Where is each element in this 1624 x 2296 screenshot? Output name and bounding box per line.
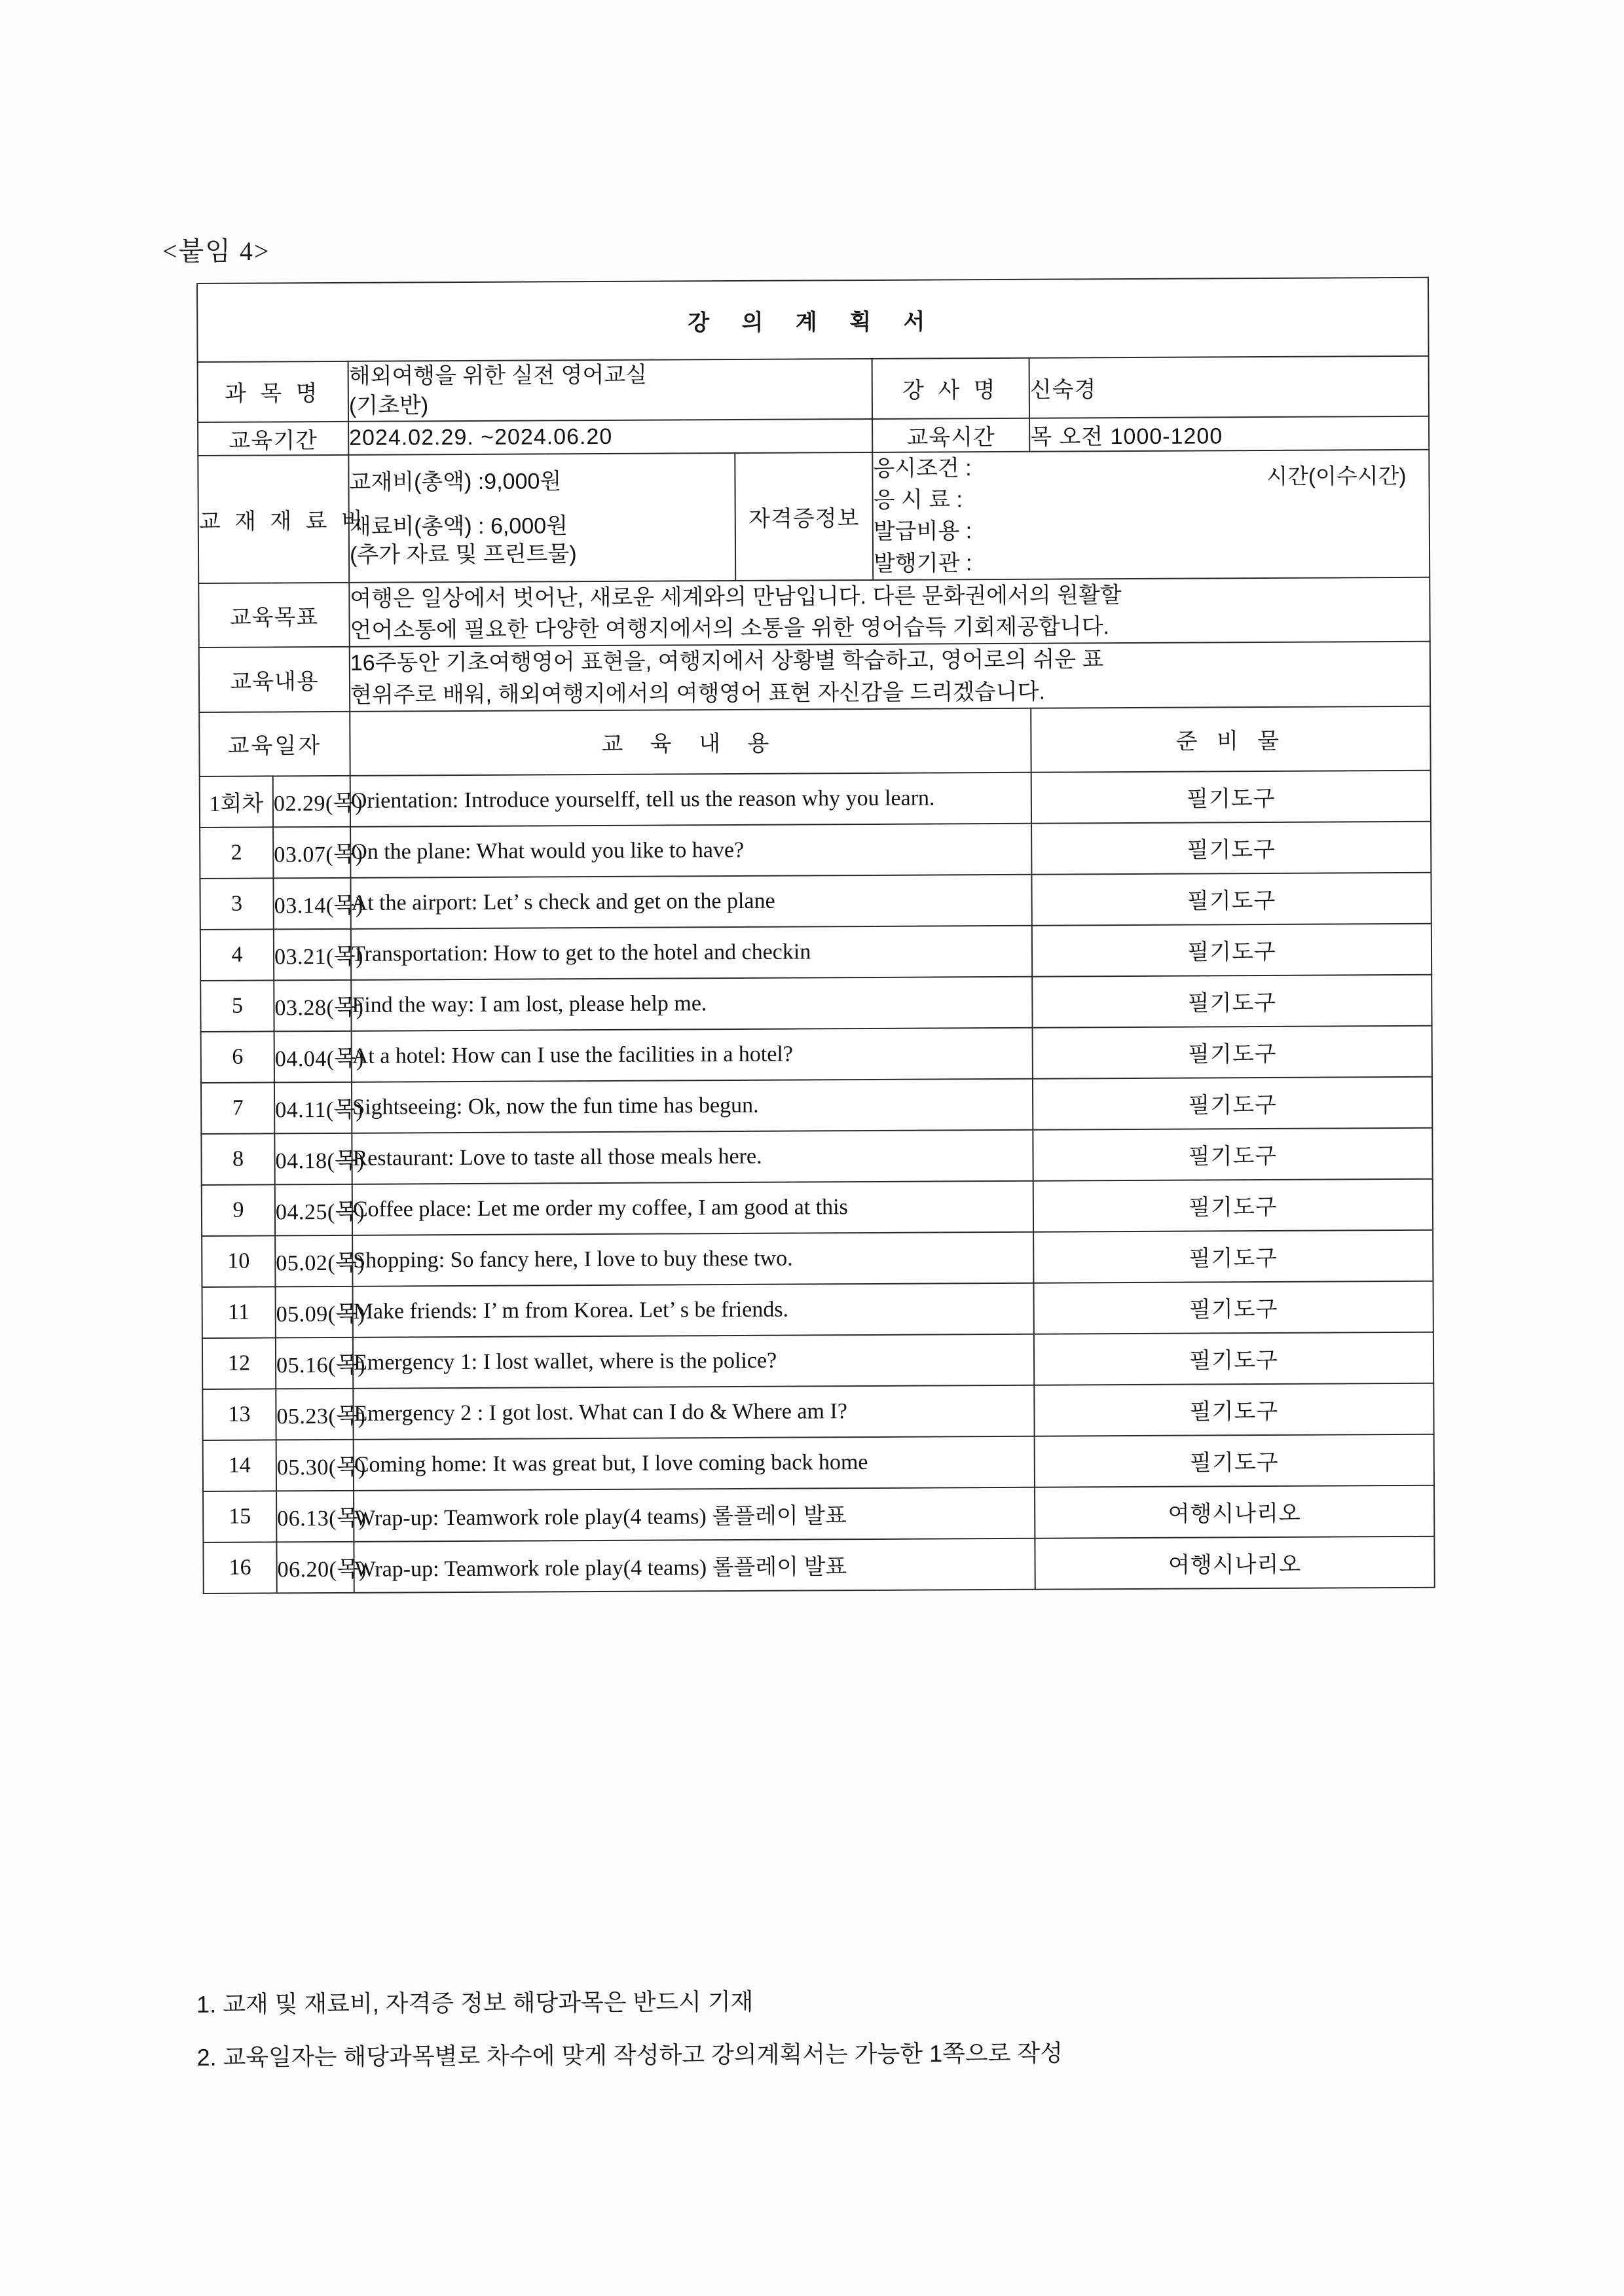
schedule-row (202, 1179, 1433, 1236)
schedule-content: Orientation: Introduce yourselff, tell us the reason why you learn. (350, 773, 1031, 827)
schedule-session-number: 6 (201, 1031, 274, 1083)
schedule-row (200, 771, 1431, 828)
schedule-row (200, 975, 1431, 1032)
schedule-date: 03.21(목) (274, 929, 351, 981)
schedule-date: 05.16(목) (276, 1338, 353, 1389)
period-row (198, 416, 1429, 456)
lecture-plan-table (196, 277, 1435, 1594)
schedule-content: Sightseeing: Ok, now the fun time has begun. (352, 1079, 1033, 1133)
textbook-fee: 교재비(총액) :9,000원 (349, 468, 562, 495)
attachment-tag: <붙임 4> (162, 236, 270, 266)
schedule-content: Emergency 1: I lost wallet, where is the police? (353, 1334, 1034, 1389)
schedule-date: 06.20(목) (276, 1542, 354, 1594)
goal-line-2: 언어소통에 필요한 다양한 여행지에서의 소통을 위한 영어습득 기회제공합니다. (350, 614, 1110, 643)
schedule-date: 05.02(목) (275, 1235, 352, 1287)
certificate-fields (872, 450, 1430, 580)
schedule-content: On the plane: What would you like to have? (350, 824, 1031, 878)
goal-text (349, 577, 1430, 647)
schedule-date: 04.11(목) (274, 1082, 352, 1134)
instructor-label: 강 사 명 (872, 358, 1029, 419)
schedule-header-prep: 준 비 물 (1031, 706, 1430, 773)
title-row (197, 278, 1429, 362)
schedule-content: Coming home: It was great but, I love coming back home (354, 1436, 1035, 1491)
schedule-header-date: 교육일자 (199, 712, 350, 776)
materials-label-line2: 재 료 비 (270, 508, 367, 534)
schedule-row (200, 822, 1431, 879)
schedule-date: 06.13(목) (276, 1491, 354, 1542)
schedule-row (200, 873, 1431, 930)
subject-label: 과 목 명 (198, 361, 348, 422)
schedule-date: 04.18(목) (274, 1133, 352, 1185)
schedule-session-number: 1회차 (200, 776, 273, 828)
certificate-exam-fee: 응 시 료 : (873, 487, 963, 513)
schedule-content: Coffee place: Let me order my coffee, I am good at this (352, 1181, 1033, 1235)
class-time-value: 목 오전 1000-1200 (1029, 416, 1429, 452)
lecture-plan-table-container (196, 277, 1434, 1594)
goal-row (198, 577, 1430, 648)
footer-note-2: 2. 교육일자는 해당과목별로 차수에 맞게 작성하고 강의계획서는 가능한 1쪽으로 작성 (196, 2039, 1063, 2071)
schedule-prep-item: 필기도구 (1031, 822, 1431, 875)
schedule-row (201, 1026, 1432, 1083)
schedule-date: 03.07(목) (273, 827, 350, 879)
schedule-session-number: 9 (202, 1184, 275, 1236)
schedule-session-number: 10 (202, 1235, 275, 1287)
period-value: 2024.02.29. ~2024.06.20 (348, 419, 872, 455)
certificate-issuer: 발행기관 : (874, 550, 972, 576)
material-fee: 재료비(총액) : 6,000원 (349, 513, 568, 539)
schedule-row (200, 924, 1431, 981)
document-title: 강 의 계 획 서 (197, 278, 1429, 362)
footer-notes (196, 1984, 1441, 2096)
schedule-row (203, 1434, 1434, 1491)
class-time-label: 교육시간 (872, 418, 1029, 452)
schedule-session-number: 15 (203, 1491, 276, 1542)
schedule-header-content: 교 육 내 용 (350, 708, 1031, 776)
schedule-session-number: 5 (200, 980, 274, 1032)
subject-value-line2: (기초반) (348, 393, 429, 418)
schedule-session-number: 2 (200, 827, 273, 879)
subject-row (198, 356, 1429, 422)
schedule-header-row (199, 706, 1430, 776)
schedule-date: 04.25(목) (275, 1184, 352, 1236)
material-fee-note: (추가 자료 및 프린트물) (349, 541, 577, 568)
footer-note-1: 1. 교재 및 재료비, 자격증 정보 해당과목은 반드시 기재 (196, 1988, 754, 2018)
certificate-info-label: 자격증정보 (735, 452, 873, 581)
subject-value-line1: 해외여행을 위한 실전 영어교실 (348, 362, 648, 389)
schedule-date: 05.09(목) (275, 1286, 352, 1338)
fee-details (348, 453, 735, 583)
schedule-prep-item: 필기도구 (1033, 1230, 1433, 1283)
schedule-row (203, 1537, 1434, 1594)
schedule-prep-item: 필기도구 (1033, 1026, 1432, 1079)
content-row (199, 642, 1430, 712)
subject-value (348, 359, 872, 422)
schedule-content: At the airport: Let’ s check and get on the plane (350, 875, 1031, 929)
schedule-prep-item: 필기도구 (1033, 1281, 1433, 1334)
goal-line-1: 여행은 일상에서 벗어난, 새로운 세계와의 만남입니다. 다른 문화권에서의 원활할 (350, 582, 1122, 611)
content-label: 교육내용 (199, 647, 350, 712)
period-label: 교육기간 (198, 422, 348, 456)
certificate-exam-condition: 응시조건 : (873, 455, 972, 481)
schedule-content: At a hotel: How can I use the facilities in a hotel? (352, 1028, 1033, 1082)
schedule-date: 05.23(목) (276, 1389, 353, 1440)
goal-label: 교육목표 (198, 583, 349, 648)
schedule-content: Shopping: So fancy here, I love to buy these two. (352, 1232, 1033, 1286)
materials-label-line1: 교 재 (198, 509, 261, 534)
schedule-content: Wrap-up: Teamwork role play(4 teams) 롤플레이 발표 (354, 1487, 1035, 1542)
schedule-session-number: 3 (200, 878, 273, 930)
content-line-2: 현위주로 배워, 해외여행지에서의 여행영어 표현 자신감을 드리겠습니다. (350, 679, 1046, 708)
schedule-prep-item: 여행시나리오 (1035, 1485, 1434, 1539)
schedule-prep-item: 필기도구 (1034, 1332, 1433, 1385)
schedule-row (202, 1281, 1433, 1338)
schedule-row (202, 1383, 1433, 1440)
schedule-date: 03.28(목) (274, 980, 351, 1032)
schedule-prep-item: 필기도구 (1034, 1383, 1433, 1436)
schedule-session-number: 8 (201, 1133, 274, 1185)
schedule-content: Wrap-up: Teamwork role play(4 teams) 롤플레이 발표 (354, 1539, 1035, 1593)
schedule-prep-item: 필기도구 (1035, 1434, 1434, 1487)
schedule-prep-item: 필기도구 (1032, 975, 1431, 1028)
schedule-session-number: 16 (203, 1542, 276, 1594)
materials-row (198, 450, 1430, 583)
schedule-prep-item: 필기도구 (1031, 873, 1431, 926)
schedule-content: Restaurant: Love to taste all those meals here. (352, 1130, 1033, 1184)
schedule-date: 05.30(목) (276, 1440, 354, 1491)
content-line-1: 16주동안 기초여행영어 표현을, 여행지에서 상황별 학습하고, 영어로의 쉬운 표 (350, 647, 1104, 676)
schedule-content: Emergency 2 : I got lost. What can I do & Where am I? (353, 1385, 1034, 1440)
materials-label (198, 455, 367, 583)
schedule-content: Find the way: I am lost, please help me. (351, 977, 1032, 1031)
schedule-prep-item: 필기도구 (1032, 924, 1431, 977)
schedule-prep-item: 필기도구 (1033, 1077, 1432, 1130)
schedule-date: 02.29(목) (273, 776, 350, 828)
schedule-session-number: 14 (203, 1440, 276, 1491)
content-text (350, 642, 1430, 712)
schedule-prep-item: 필기도구 (1033, 1128, 1432, 1181)
schedule-prep-item: 필기도구 (1031, 771, 1431, 824)
schedule-prep-item: 여행시나리오 (1035, 1537, 1434, 1590)
instructor-value: 신숙경 (1029, 356, 1429, 418)
schedule-row (202, 1230, 1433, 1287)
schedule-session-number: 13 (202, 1389, 276, 1440)
certificate-hours: 시간(이수시간) (1266, 463, 1407, 488)
schedule-body (200, 771, 1435, 1594)
schedule-row (201, 1128, 1432, 1185)
schedule-row (201, 1077, 1432, 1134)
schedule-row (202, 1332, 1433, 1389)
schedule-prep-item: 필기도구 (1033, 1179, 1433, 1232)
schedule-session-number: 4 (200, 929, 274, 981)
schedule-content: Make friends: I’ m from Korea. Let’ s be friends. (352, 1283, 1033, 1338)
schedule-session-number: 11 (202, 1286, 275, 1338)
schedule-session-number: 12 (202, 1338, 276, 1389)
certificate-issue-cost: 발급비용 : (873, 519, 972, 545)
schedule-row (203, 1485, 1434, 1542)
schedule-date: 04.04(목) (274, 1031, 352, 1083)
schedule-session-number: 7 (201, 1082, 274, 1134)
schedule-content: Transportation: How to get to the hotel and checkin (351, 926, 1032, 980)
schedule-date: 03.14(목) (273, 878, 350, 930)
